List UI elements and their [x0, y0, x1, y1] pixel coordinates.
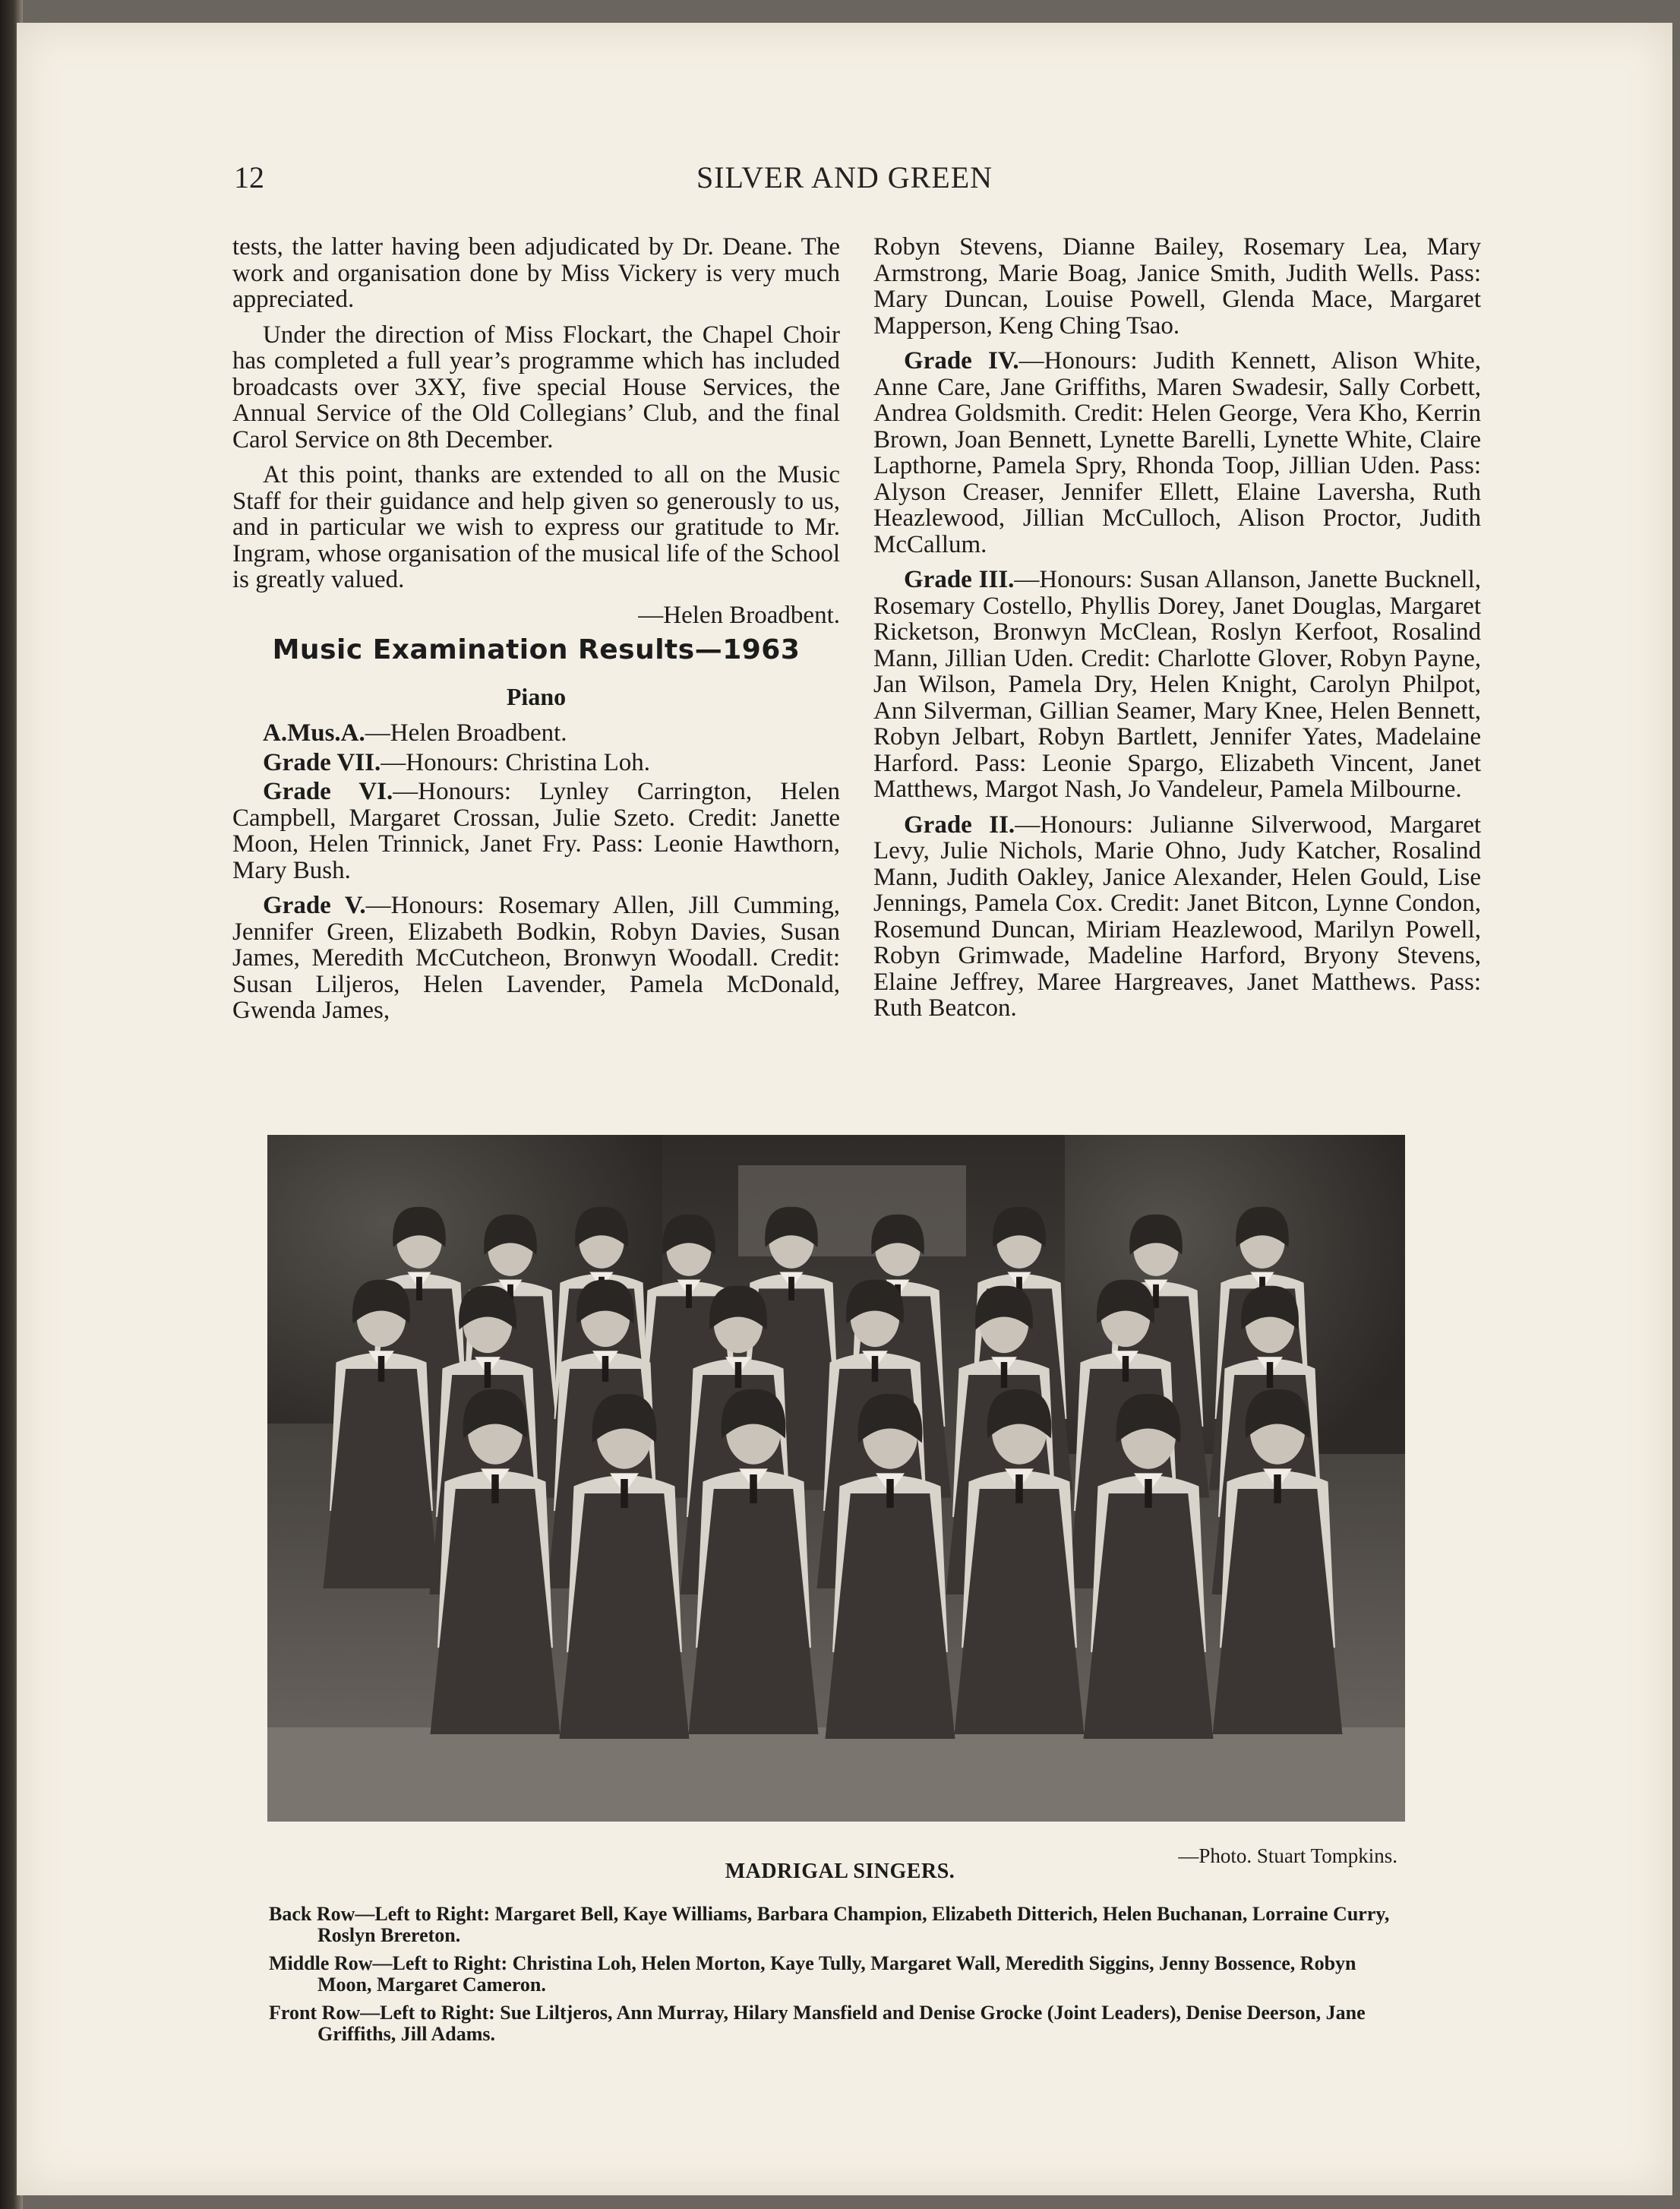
signature: —Helen Broadbent. — [638, 601, 840, 629]
result-entry — [873, 348, 1481, 558]
result-entry — [873, 567, 1481, 803]
grade-label: Grade V. — [263, 892, 366, 919]
grade-label: Grade VII. — [263, 748, 381, 776]
paragraph: Robyn Stevens, Dianne Bailey, Rosemary Lea, Mary Armstrong, Marie Boag, Janice Smith, Judith Wells. Pass: Mary Duncan, Louise Powell, Glenda Mace, Margaret Mapperson, Keng Ching Tsao. — [873, 233, 1481, 340]
caption-title: MADRIGAL SINGERS. — [725, 1860, 955, 1883]
result-text: —Honours: Judith Kennett, Alison White, Anne Care, Jane Griffiths, Maren Swadesir, Sally Corbett, Andrea Goldsmith. Credit: Helen George, Vera Kho, Kerrin Brown, Joan Bennett, Lynette Barelli, Lynette White, Claire Lapthorne, Pamela Spry, Rhonda Toop, Jillian Uden. Pass: Alyson Creaser, Jennifer Ellett, Elaine Laversha, Ruth Heazlewood, Jillian McCulloch, Alison Proctor, Judith McCallum. — [873, 347, 1481, 558]
result-text: —Honours: Susan Allanson, Janette Bucknell, Rosemary Costello, Phyllis Dorey, Janet Douglas, Margaret Ricketson, Bronwyn McClean, Roslyn Kerfoot, Rosalind Mann, Jillian Uden. Credit: Charlotte Glover, Robyn Payne, Jan Wilson, Pamela Dry, Helen Knight, Carolyn Philpot, Ann Silverman, Gillian Seamer, Mary Knee, Helen Bennett, Robyn Jelbart, Robyn Bartlett, Jennifer Yates, Madelaine Harford. Pass: Leonie Spargo, Elizabeth Vincent, Janet Matthews, Margot Nash, Jo Vandeleur, Pamela Milbourne. — [873, 566, 1481, 803]
publication-title: SILVER AND GREEN — [696, 160, 993, 194]
section-heading: Music Examination Results—1963 — [272, 634, 801, 665]
caption-front-row: Front Row—Left to Right: Sue Liltjeros, Ann Murray, Hilary Mansfield and Denise Grocke (Joint Leaders), Denise Deerson, Jane Griffiths, Jill Adams. — [269, 2002, 1366, 2045]
group-photo-illustration — [267, 1135, 1405, 1822]
grade-label: A.Mus.A. — [263, 719, 365, 747]
grade-label: Grade VI. — [263, 778, 393, 805]
grade-label: Grade II. — [904, 811, 1015, 839]
paragraph: Under the direction of Miss Flockart, the Chapel Choir has completed a full year’s programme which has included broadcasts over 3XY, five special House Services, the Annual Service of the Old Collegians’ Club, and the final Carol Service on 8th December. — [232, 321, 840, 453]
photo-caption — [269, 1904, 1408, 2052]
caption-back-row: Back Row—Left to Right: Margaret Bell, Kaye Williams, Barbara Champion, Elizabeth Ditterich, Helen Buchanan, Lorraine Curry, Roslyn Brereton. — [269, 1903, 1390, 1946]
sub-heading: Piano — [506, 682, 567, 710]
caption-middle-row: Middle Row—Left to Right: Christina Loh, Helen Morton, Kaye Tully, Margaret Wall, Meredith Siggins, Jenny Bossence, Robyn Moon, Margaret Cameron. — [269, 1952, 1356, 1996]
result-entry — [232, 750, 840, 776]
grade-label: Grade IV. — [904, 347, 1019, 374]
result-entry — [232, 720, 840, 747]
grade-label: Grade III. — [904, 566, 1015, 593]
result-entry — [232, 893, 840, 1024]
result-text: —Helen Broadbent. — [365, 719, 567, 747]
result-entry — [873, 812, 1481, 1022]
photo-credit: —Photo. Stuart Tompkins. — [1178, 1844, 1397, 1867]
result-entry — [232, 779, 840, 883]
madrigal-singers-photo — [267, 1135, 1405, 1822]
paragraph: At this point, thanks are extended to all on the Music Staff for their guidance and help given so generously to us, and in particular we wish to express our gratitude to Mr. Ingram, whose organisation of the musical life of the School is greatly valued. — [232, 461, 840, 593]
running-header — [17, 160, 1672, 205]
result-text: —Honours: Lynley Carrington, Helen Campbell, Margaret Crossan, Julie Szeto. Credit: Janette Moon, Helen Trinnick, Janet Fry. Pass: Leonie Hawthorn, Mary Bush. — [232, 778, 840, 884]
right-column — [873, 234, 1481, 1031]
result-text: —Honours: Rosemary Allen, Jill Cumming, Jennifer Green, Elizabeth Bodkin, Robyn Davies, Susan James, Meredith McCutcheon, Bronwyn Woodall. Credit: Susan Liljeros, Helen Lavender, Pamela McDonald, Gwenda James, — [232, 892, 840, 1024]
result-text: —Honours: Christina Loh. — [381, 748, 650, 776]
left-column — [232, 234, 840, 1033]
paragraph: tests, the latter having been adjudicated by Dr. Deane. The work and organisation done by Miss Vickery is very much appreciated. — [232, 233, 840, 313]
result-text: —Honours: Julianne Silverwood, Margaret Levy, Julie Nichols, Marie Ohno, Judy Katcher, Rosalind Mann, Judith Oakley, Janice Alexander, Helen Gould, Lise Jennings, Pamela Cox. Credit: Janet Bitcon, Lynne Condon, Rosemund Duncan, Miriam Heazlewood, Marilyn Powell, Robyn Grimwade, Madeline Harford, Bryony Stevens, Elaine Jeffrey, Maree Hargreaves, Janet Matthews. Pass: Ruth Beatcon. — [873, 811, 1482, 1022]
page-number: 12 — [234, 160, 264, 194]
